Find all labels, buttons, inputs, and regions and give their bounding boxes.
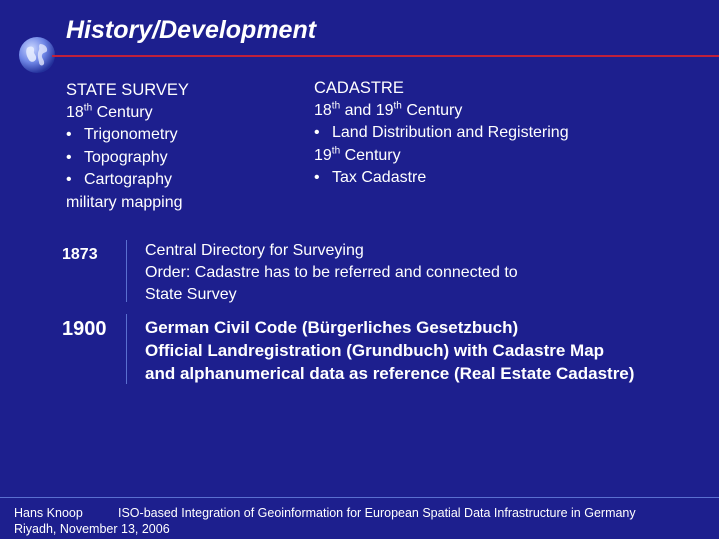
slide-title: History/Development	[66, 16, 317, 44]
state-survey-heading: STATE SURVEY	[66, 81, 189, 99]
timeline-entry-1873: Central Directory for Surveying Order: Cadastre has to be referred and connected to State Survey	[145, 242, 518, 303]
globe-icon	[18, 36, 56, 74]
cadastre-column	[314, 77, 714, 190]
state-survey-closing: military mapping	[66, 193, 183, 211]
cadastre-heading: CADASTRE	[314, 79, 404, 97]
footer-talk-title: ISO-based Integration of Geoinformation for European Spatial Data Infrastructure in Germany	[118, 506, 636, 520]
footer-divider	[0, 497, 719, 498]
bullet-item: • Trigonometry	[66, 126, 178, 143]
bullet-item: • Cartography	[66, 171, 173, 188]
slide-footer	[14, 505, 636, 537]
state-survey-century: 18th Century	[66, 102, 153, 121]
timeline-entry-1900: German Civil Code (Bürgerliches Gesetzbuch) Official Landregistration (Grundbuch) with Cadastre Map and alphanumerical data as reference (Real Estate Cadastre)	[145, 318, 635, 383]
title-underline	[52, 55, 719, 57]
timeline-divider	[126, 314, 127, 384]
timeline-year-1900: 1900	[62, 318, 107, 340]
footer-author: Hans Knoop	[14, 506, 83, 520]
timeline-divider	[126, 240, 127, 302]
cadastre-century-1: 18th and 19th Century	[314, 100, 463, 119]
bullet-item: • Tax Cadastre	[314, 169, 427, 186]
bullet-item: • Land Distribution and Registering	[314, 124, 569, 141]
state-survey-column	[66, 79, 296, 214]
cadastre-century-2: 19th Century	[314, 145, 401, 164]
bullet-item: • Topography	[66, 148, 168, 166]
timeline-year-1873: 1873	[62, 246, 98, 263]
footer-place-date: Riyadh, November 13, 2006	[14, 522, 170, 536]
